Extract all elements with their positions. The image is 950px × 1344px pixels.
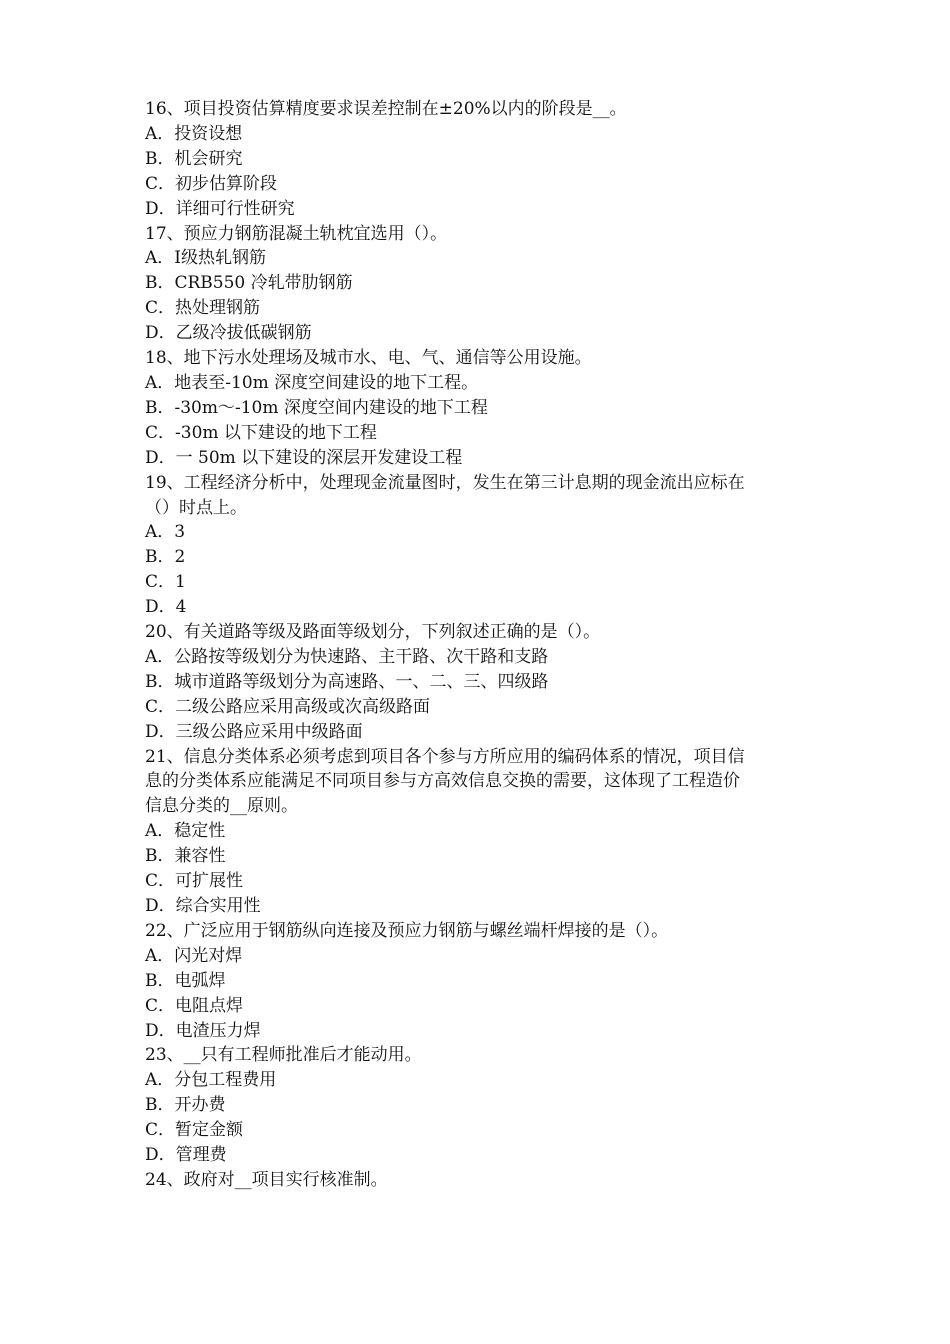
question-21-option-d: D．综合实用性	[145, 896, 261, 916]
question-20-option-a: A．公路按等级划分为快速路、主干路、次干路和支路	[145, 646, 549, 667]
question-18-option-d: D．一 50m 以下建设的深层开发建设工程	[145, 447, 463, 468]
question-19-stem-line-1: 19、工程经济分析中，处理现金流量图时，发生在第三计息期的现金流出应标在	[145, 472, 745, 493]
question-17-option-a: A．Ⅰ级热轧钢筋	[145, 248, 266, 269]
question-19-option-d: D．4	[145, 597, 187, 618]
question-20-option-c: C．二级公路应采用高级或次高级路面	[145, 696, 431, 717]
question-16-option-b: B．机会研究	[145, 148, 243, 169]
question-19-stem-line-2: （）时点上。	[145, 497, 247, 518]
question-22-option-c: C．电阻点焊	[145, 995, 244, 1016]
question-23-stem: 23、__只有工程师批准后才能动用。	[145, 1045, 422, 1066]
question-17-stem: 17、预应力钢筋混凝土轨枕宜选用（）。	[145, 223, 448, 244]
question-23-option-d: D．管理费	[145, 1145, 227, 1166]
question-22-option-b: B．电弧焊	[145, 970, 226, 991]
question-21-option-b: B．兼容性	[145, 846, 226, 867]
question-16-option-c: C．初步估算阶段	[145, 173, 278, 194]
document-page	[145, 97, 815, 1193]
question-22-option-a: A．闪光对焊	[145, 945, 243, 966]
question-18-option-a: A．地表至-10m 深度空间建设的地下工程。	[145, 372, 479, 393]
question-18-option-c: C．-30m 以下建设的地下工程	[145, 422, 377, 443]
question-23-option-c: C．暂定金额	[145, 1120, 244, 1141]
question-16-stem: 16、项目投资估算精度要求误差控制在±20%以内的阶段是__。	[145, 99, 627, 119]
question-21-stem-line-1: 21、信息分类体系必须考虑到项目各个参与方所应用的编码体系的情况，项目信	[145, 746, 745, 767]
question-17-option-d: D．乙级冷拔低碳钢筋	[145, 323, 312, 344]
question-18-option-b: B．-30m～-10m 深度空间内建设的地下工程	[145, 397, 488, 418]
question-20-option-b: B．城市道路等级划分为高速路、一、二、三、四级路	[145, 671, 549, 692]
question-17-option-b: B．CRB550 冷轧带肋钢筋	[145, 273, 353, 294]
question-16-option-a: A．投资设想	[145, 123, 243, 144]
question-23-option-b: B．开办费	[145, 1095, 226, 1116]
question-16-option-d: D．详细可行性研究	[145, 198, 295, 219]
question-22-option-d: D．电渣压力焊	[145, 1020, 261, 1041]
question-21-option-a: A．稳定性	[145, 821, 226, 842]
question-19-option-b: B．2	[145, 547, 186, 568]
question-23-option-a: A．分包工程费用	[145, 1070, 277, 1091]
question-19-option-c: C．1	[145, 572, 186, 593]
question-21-stem-line-3: 信息分类的__原则。	[145, 796, 298, 817]
question-20-stem: 20、有关道路等级及路面等级划分，下列叙述正确的是（）。	[145, 622, 601, 643]
question-20-option-d: D．三级公路应采用中级路面	[145, 721, 363, 742]
question-22-stem: 22、广泛应用于钢筋纵向连接及预应力钢筋与螺丝端杆焊接的是（）。	[145, 920, 669, 941]
question-21-stem-line-2: 息的分类体系应能满足不同项目参与方高效信息交换的需要，这体现了工程造价	[145, 771, 740, 792]
question-17-option-c: C．热处理钢筋	[145, 298, 261, 319]
question-21-option-c: C．可扩展性	[145, 871, 244, 892]
question-24-stem: 24、政府对__项目实行核准制。	[145, 1169, 388, 1190]
question-19-option-a: A．3	[145, 522, 186, 543]
question-18-stem: 18、地下污水处理场及城市水、电、气、通信等公用设施。	[145, 348, 592, 369]
